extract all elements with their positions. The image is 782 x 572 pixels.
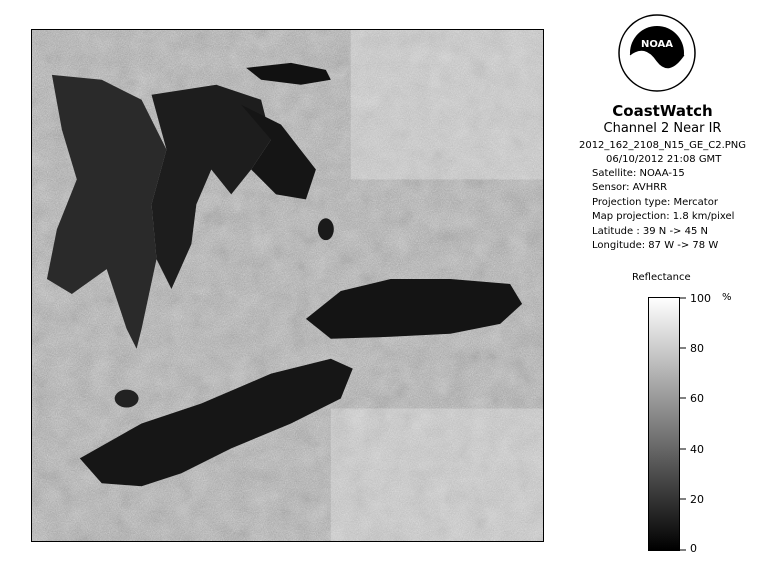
tick-label: 0 <box>690 542 697 555</box>
channel-subtitle: Channel 2 Near IR <box>603 121 722 136</box>
lake-simcoe <box>318 218 334 240</box>
noaa-logo <box>617 13 697 93</box>
projection-type-label: Projection type: Mercator <box>592 197 718 208</box>
satellite-image <box>31 29 544 542</box>
longitude-label: Longitude: 87 W -> 78 W <box>592 240 719 251</box>
tick-label: 60 <box>690 392 704 405</box>
sensor-label: Sensor: AVHRR <box>592 182 668 193</box>
colorbar-unit: % <box>722 292 732 303</box>
latitude-label: Latitude : 39 N -> 45 N <box>592 226 708 237</box>
tick-label: 80 <box>690 342 704 355</box>
satellite-label: Satellite: NOAA-15 <box>592 168 685 179</box>
colorbar-label: Reflectance <box>632 272 691 283</box>
lake-st-clair <box>115 390 139 408</box>
logo-text: NOAA <box>640 39 674 50</box>
datetime-label: 06/10/2012 21:08 GMT <box>606 154 722 165</box>
tick-label: 20 <box>690 493 704 506</box>
reflectance-colorbar <box>648 297 680 551</box>
tick-label: 40 <box>690 443 704 456</box>
tick-label: 100 <box>690 292 711 305</box>
page-title: CoastWatch <box>612 102 713 120</box>
file-name: 2012_162_2108_N15_GE_C2.PNG <box>578 140 747 151</box>
colorbar-ticks <box>680 297 740 551</box>
map-projection-label: Map projection: 1.8 km/pixel <box>592 211 735 222</box>
